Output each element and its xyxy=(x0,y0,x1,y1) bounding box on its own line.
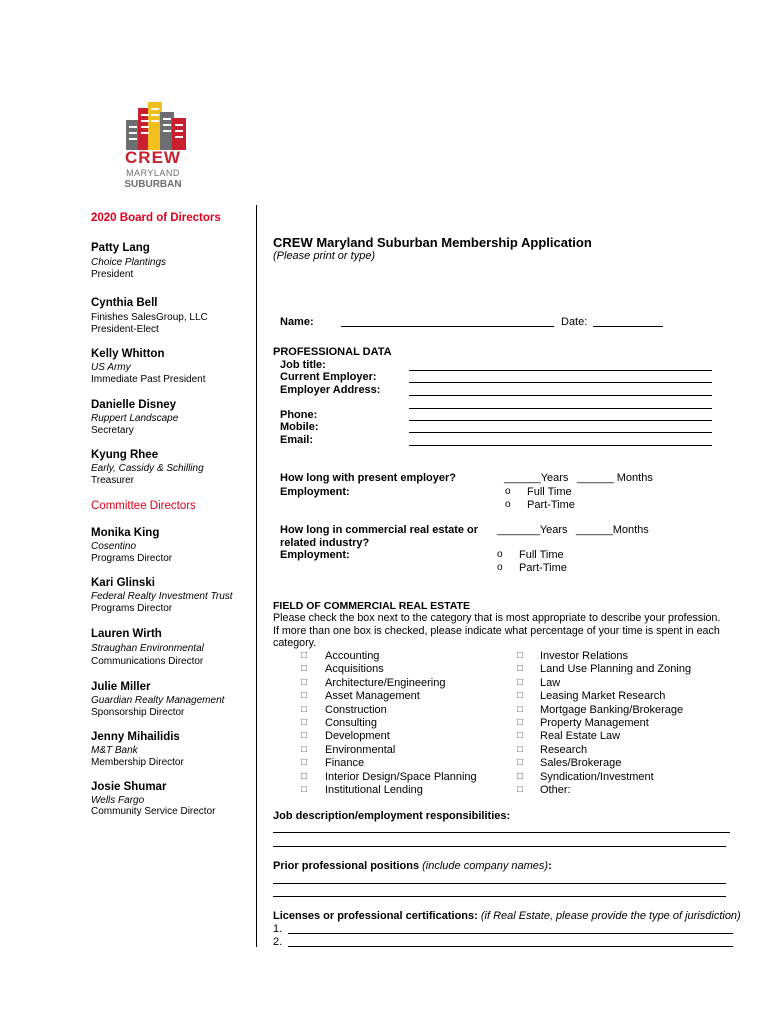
committee-member-name: Jenny Mihailidis xyxy=(91,731,180,743)
category-label: Institutional Lending xyxy=(325,784,423,796)
field-heading: FIELD OF COMMERCIAL REAL ESTATE xyxy=(273,600,470,612)
board-member-name: Kelly Whitton xyxy=(91,348,165,360)
category-checkbox-icon[interactable]: □ xyxy=(301,663,308,675)
license-item-2-number: 2. xyxy=(273,936,283,948)
category-checkbox-icon[interactable]: □ xyxy=(301,650,308,661)
email-label: Email: xyxy=(280,434,314,446)
employer-address-field-2[interactable] xyxy=(409,408,712,409)
q2-years-field[interactable]: _______Years xyxy=(497,524,568,536)
form-title: CREW Maryland Suburban Membership Application xyxy=(273,235,592,250)
committee-member-name: Julie Miller xyxy=(91,681,151,693)
board-member-role: Secretary xyxy=(91,425,134,436)
name-field[interactable] xyxy=(341,326,554,327)
prior-positions-field-1[interactable] xyxy=(273,883,726,884)
committee-member-name: Kari Glinski xyxy=(91,577,155,589)
committee-member-org: M&T Bank xyxy=(91,745,138,756)
employer-address-label: Employer Address: xyxy=(280,384,381,396)
prior-positions-title: Prior professional positions xyxy=(273,860,420,872)
category-label: Sales/Brokerage xyxy=(540,757,622,770)
mobile-label: Mobile: xyxy=(280,421,319,433)
category-label: Investor Relations xyxy=(540,650,629,662)
full-time-label: Full Time xyxy=(527,486,572,498)
category-checkbox-icon[interactable]: □ xyxy=(517,730,524,742)
form-subtitle: (Please print or type) xyxy=(273,250,376,262)
prior-positions-label xyxy=(273,860,552,872)
board-member-org: US Army xyxy=(91,362,131,373)
category-checkbox-icon[interactable]: □ xyxy=(301,690,308,702)
category-label: Law xyxy=(540,676,561,689)
field-description-3: category. xyxy=(273,637,317,649)
category-checkbox-icon[interactable]: □ xyxy=(301,784,308,795)
current-employer-label: Current Employer: xyxy=(280,371,377,383)
committee-member-name: Monika King xyxy=(91,527,160,539)
job-description-field-1[interactable] xyxy=(273,832,730,833)
job-title-label: Job title: xyxy=(280,359,326,371)
full-time-label-2: Full Time xyxy=(519,549,564,561)
committee-member-name: Lauren Wirth xyxy=(91,628,162,640)
email-field[interactable] xyxy=(409,445,712,446)
prior-positions-note: (include company names) xyxy=(422,860,549,872)
logo-crew-text: CREW xyxy=(125,148,181,167)
committee-member-org: Federal Realty Investment Trust xyxy=(91,591,233,602)
board-title: 2020 Board of Directors xyxy=(91,212,221,224)
q1-years-field[interactable]: ______Years xyxy=(504,472,569,484)
board-member-org: Ruppert Landscape xyxy=(91,413,179,424)
category-label: Accounting xyxy=(325,650,380,662)
board-member-name: Kyung Rhee xyxy=(91,449,159,461)
present-employer-question: How long with present employer? xyxy=(280,472,457,484)
field-description-2: If more than one box is checked, please indicate what percentage of your time is spent in each xyxy=(273,625,720,637)
category-label: Other: xyxy=(540,784,571,796)
mobile-field[interactable] xyxy=(409,432,712,433)
category-label: Mortgage Banking/Brokerage xyxy=(540,703,684,716)
name-label: Name: xyxy=(280,316,314,328)
job-description-label: Job description/employment responsibilities: xyxy=(273,810,511,822)
committee-member-role: Community Service Director xyxy=(91,806,216,817)
part-time-radio-icon[interactable]: o xyxy=(505,499,511,510)
board-member-org: Finishes SalesGroup, LLC xyxy=(91,312,208,323)
sidebar-divider xyxy=(256,205,257,947)
category-label: Development xyxy=(325,730,390,743)
part-time-label-2: Part-Time xyxy=(519,562,567,574)
category-label: Architecture/Engineering xyxy=(325,676,446,689)
industry-question-line1: How long in commercial real estate or xyxy=(280,524,479,536)
q2-months-field[interactable]: ______Months xyxy=(576,524,649,536)
committee-member-name: Josie Shumar xyxy=(91,781,167,793)
category-label: Acquisitions xyxy=(325,663,384,676)
board-member-org: Early, Cassidy & Schilling xyxy=(91,463,204,474)
date-label: Date: xyxy=(561,316,588,328)
full-time-radio-icon[interactable]: o xyxy=(505,486,511,497)
committee-member-role: Programs Director xyxy=(91,603,173,614)
board-member-name: Cynthia Bell xyxy=(91,297,158,309)
logo-suburban-text: SUBURBAN xyxy=(124,179,182,190)
board-member-org: Choice Plantings xyxy=(91,257,167,268)
industry-question-line2: related industry? xyxy=(280,537,370,549)
category-checkbox-icon[interactable]: □ xyxy=(301,703,308,715)
board-member-name: Danielle Disney xyxy=(91,399,177,411)
category-checkbox-icon[interactable]: □ xyxy=(301,770,308,782)
category-checkbox-icon[interactable]: □ xyxy=(517,717,524,728)
committee-member-role: Membership Director xyxy=(91,757,184,768)
licenses-title: Licenses or professional certifications: xyxy=(273,910,478,922)
category-checkbox-icon[interactable]: □ xyxy=(517,770,524,782)
employer-address-field-1[interactable] xyxy=(409,395,712,396)
license-item-2-field[interactable] xyxy=(288,946,733,947)
category-checkbox-icon[interactable]: □ xyxy=(301,757,308,769)
category-checkbox-icon[interactable]: □ xyxy=(517,650,524,661)
category-checkbox-icon[interactable]: □ xyxy=(517,676,524,688)
category-label: Interior Design/Space Planning xyxy=(325,770,477,783)
phone-label: Phone: xyxy=(280,409,318,421)
category-checkbox-icon[interactable]: □ xyxy=(301,717,308,728)
licenses-note: (if Real Estate, please provide the type of jurisdiction) xyxy=(480,910,741,922)
category-label: Property Management xyxy=(540,717,649,729)
logo-maryland-text: MARYLAND xyxy=(126,168,180,178)
part-time-label: Part-Time xyxy=(527,499,575,511)
crew-logo xyxy=(118,100,200,196)
licenses-label xyxy=(273,910,741,922)
phone-field[interactable] xyxy=(409,420,712,421)
committee-member-role: Programs Director xyxy=(91,553,173,564)
employment-label: Employment: xyxy=(280,486,350,498)
committee-member-org: Cosentino xyxy=(91,541,137,552)
category-label: Consulting xyxy=(325,717,377,729)
category-checkbox-icon[interactable]: □ xyxy=(517,690,524,702)
category-checkbox-icon[interactable]: □ xyxy=(301,676,308,688)
license-item-1-number: 1. xyxy=(273,923,283,935)
field-description-1: Please check the box next to the category that is most appropriate to describe your profession. xyxy=(273,612,721,624)
committee-member-org: Wells Fargo xyxy=(91,795,145,806)
category-label: Construction xyxy=(325,703,387,716)
job-title-field[interactable] xyxy=(409,370,712,371)
category-checkbox-icon[interactable]: □ xyxy=(517,757,524,769)
job-description-field-2[interactable] xyxy=(273,846,726,847)
category-label: Environmental xyxy=(325,743,396,756)
date-field[interactable] xyxy=(593,326,663,327)
prior-positions-colon: : xyxy=(548,860,552,872)
category-checkbox-icon[interactable]: □ xyxy=(517,743,524,755)
committee-member-role: Sponsorship Director xyxy=(91,707,185,718)
category-label: Leasing Market Research xyxy=(540,690,666,703)
category-label: Asset Management xyxy=(325,690,420,703)
category-label: Syndication/Investment xyxy=(540,770,654,783)
committee-member-org: Guardian Realty Management xyxy=(91,695,225,706)
current-employer-field[interactable] xyxy=(409,382,712,383)
prior-positions-field-2[interactable] xyxy=(273,896,726,897)
category-checkbox-icon[interactable]: □ xyxy=(301,743,308,755)
license-item-1-field[interactable] xyxy=(288,933,733,934)
committee-member-org: Straughan Environmental xyxy=(91,643,204,654)
category-checkbox-icon[interactable]: □ xyxy=(517,703,524,715)
professional-heading: PROFESSIONAL DATA xyxy=(273,346,392,358)
board-member-role: President xyxy=(91,269,134,280)
board-member-role: President-Elect xyxy=(91,324,159,335)
board-member-role: Immediate Past President xyxy=(91,374,206,385)
full-time-radio-icon-2[interactable]: o xyxy=(497,549,503,560)
part-time-radio-icon-2[interactable]: o xyxy=(497,562,503,573)
committee-title: Committee Directors xyxy=(91,500,196,512)
category-label: Real Estate Law xyxy=(540,730,621,743)
category-label: Research xyxy=(540,743,588,756)
board-member-role: Treasurer xyxy=(91,475,134,486)
category-label: Finance xyxy=(325,757,365,770)
category-checkbox-icon[interactable]: □ xyxy=(517,663,524,675)
category-checkbox-icon[interactable]: □ xyxy=(517,784,524,795)
board-member-name: Patty Lang xyxy=(91,242,150,254)
category-label: Land Use Planning and Zoning xyxy=(540,663,692,676)
q1-months-field[interactable]: ______ Months xyxy=(577,472,653,484)
category-checkbox-icon[interactable]: □ xyxy=(301,730,308,742)
committee-member-role: Communications Director xyxy=(91,656,204,667)
employment-label-2: Employment: xyxy=(280,549,350,561)
